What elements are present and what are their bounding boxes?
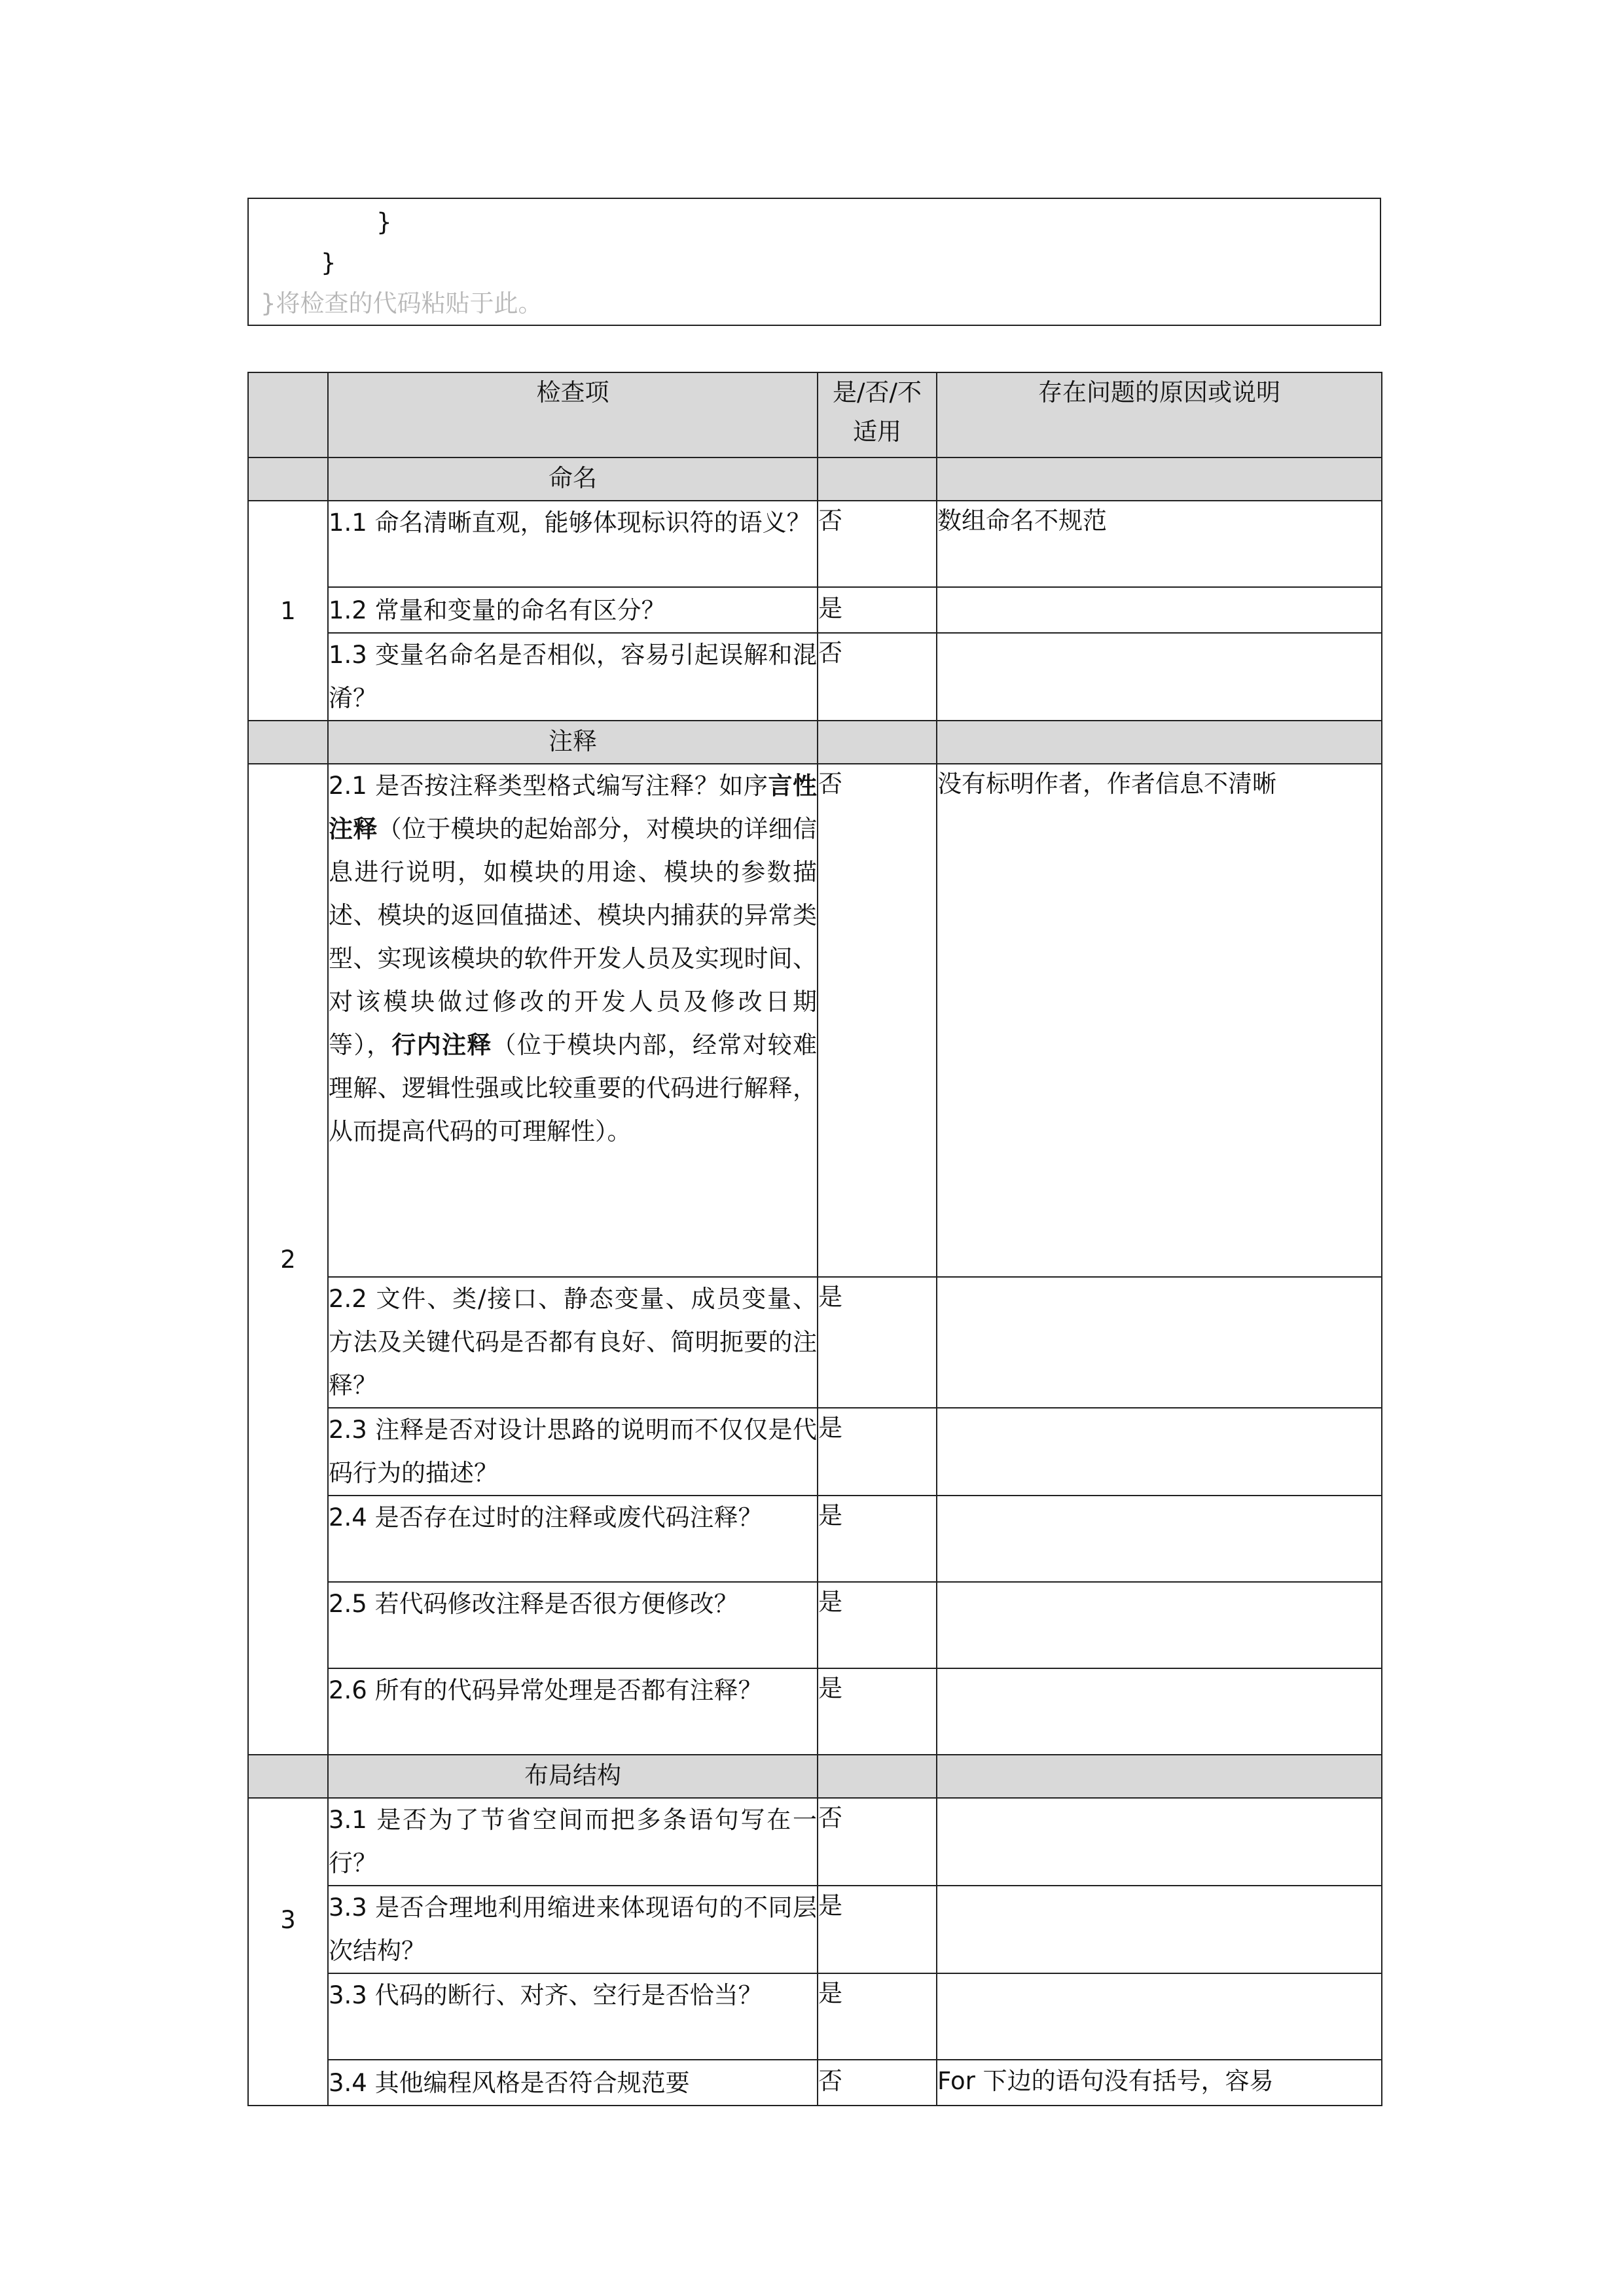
table-row	[248, 587, 1382, 633]
header-number-cell	[248, 372, 328, 457]
yes-no-value: 是	[818, 1408, 937, 1496]
reason-note	[937, 1668, 1382, 1755]
table-row	[248, 1886, 1382, 1973]
code-paste-box	[247, 198, 1381, 326]
reason-note	[937, 587, 1382, 633]
check-item-text: 2.5 若代码修改注释是否很方便修改？	[328, 1582, 818, 1668]
reason-note	[937, 1277, 1382, 1408]
reason-note	[937, 1973, 1382, 2060]
table-row	[248, 1496, 1382, 1582]
section-row-layout	[248, 1755, 1382, 1798]
check-item-text: 2.2 文件、类/接口、静态变量、成员变量、方法及关键代码是否都有良好、简明扼要的注释？	[328, 1277, 818, 1408]
table-row	[248, 1798, 1382, 1886]
section-number: 3	[248, 1798, 328, 2106]
check-item-text: 1.1 命名清晰直观，能够体现标识符的语义？	[328, 501, 818, 587]
table-row	[248, 633, 1382, 721]
check-item-text: 2.3 注释是否对设计思路的说明而不仅仅是代码行为的描述？	[328, 1408, 818, 1496]
table-row	[248, 1582, 1382, 1668]
yes-no-value: 否	[818, 633, 937, 721]
code-review-checklist-table	[247, 372, 1382, 2106]
section-number: 1	[248, 501, 328, 721]
section-number: 2	[248, 764, 328, 1755]
check-item-text: 1.3 变量名命名是否相似，容易引起误解和混淆？	[328, 633, 818, 721]
check-item-text: 1.2 常量和变量的命名有区分？	[328, 587, 818, 633]
yes-no-value: 是	[818, 1886, 937, 1973]
table-row	[248, 1277, 1382, 1408]
reason-note	[937, 1496, 1382, 1582]
check-item-text: 3.3 代码的断行、对齐、空行是否恰当？	[328, 1973, 818, 2060]
yes-no-value: 是	[818, 1973, 937, 2060]
reason-note	[937, 1408, 1382, 1496]
section-row-comments	[248, 721, 1382, 764]
table-header-row	[248, 372, 1382, 457]
table-row	[248, 501, 1382, 587]
yes-no-value: 否	[818, 501, 937, 587]
table-row	[248, 2060, 1382, 2106]
check-item-text: 3.1 是否为了节省空间而把多条语句写在一行？	[328, 1798, 818, 1886]
table-row	[248, 1668, 1382, 1755]
yes-no-value: 是	[818, 587, 937, 633]
check-item-text: 3.3 是否合理地利用缩进来体现语句的不同层次结构？	[328, 1886, 818, 1973]
header-check-item: 检查项	[328, 372, 818, 457]
reason-note: For 下边的语句没有括号，容易	[937, 2060, 1382, 2106]
code-line-2: }	[321, 249, 336, 277]
table-row	[248, 1973, 1382, 2060]
yes-no-value: 是	[818, 1496, 937, 1582]
reason-note	[937, 1582, 1382, 1668]
section-title: 布局结构	[328, 1755, 818, 1798]
check-item-text: 2.6 所有的代码异常处理是否都有注释？	[328, 1668, 818, 1755]
yes-no-value: 是	[818, 1277, 937, 1408]
yes-no-value: 否	[818, 764, 937, 1277]
section-row-naming	[248, 457, 1382, 501]
check-item-text: 2.4 是否存在过时的注释或废代码注释？	[328, 1496, 818, 1582]
yes-no-value: 是	[818, 1582, 937, 1668]
reason-note: 没有标明作者，作者信息不清晰	[937, 764, 1382, 1277]
table-row	[248, 764, 1382, 1277]
header-yes-no: 是/否/不适用	[818, 372, 937, 457]
reason-note	[937, 1798, 1382, 1886]
yes-no-value: 否	[818, 2060, 937, 2106]
yes-no-value: 是	[818, 1668, 937, 1755]
yes-no-value: 否	[818, 1798, 937, 1886]
reason-note	[937, 633, 1382, 721]
reason-note: 数组命名不规范	[937, 501, 1382, 587]
code-line-1: }	[376, 208, 392, 236]
section-title: 命名	[328, 457, 818, 501]
reason-note	[937, 1886, 1382, 1973]
section-title: 注释	[328, 721, 818, 764]
table-row	[248, 1408, 1382, 1496]
code-placeholder-text: }将检查的代码粘贴于此。	[261, 289, 543, 317]
header-reason: 存在问题的原因或说明	[937, 372, 1382, 457]
check-item-text: 3.4 其他编程风格是否符合规范要	[328, 2060, 818, 2106]
check-item-text: 2.1 是否按注释类型格式编写注释？如序言性注释（位于模块的起始部分，对模块的详细信息进行说明，如模块的用途、模块的参数描述、模块的返回值描述、模块内捕获的异常类型、实现该模块的软件开发人员及实现时间、对该模块做过修改的开发人员及修改日期等），行内注释（位于模块内部，经常对较难理解、逻辑性强或比较重要的代码进行解释，从而提高代码的可理解性）。	[328, 764, 818, 1277]
